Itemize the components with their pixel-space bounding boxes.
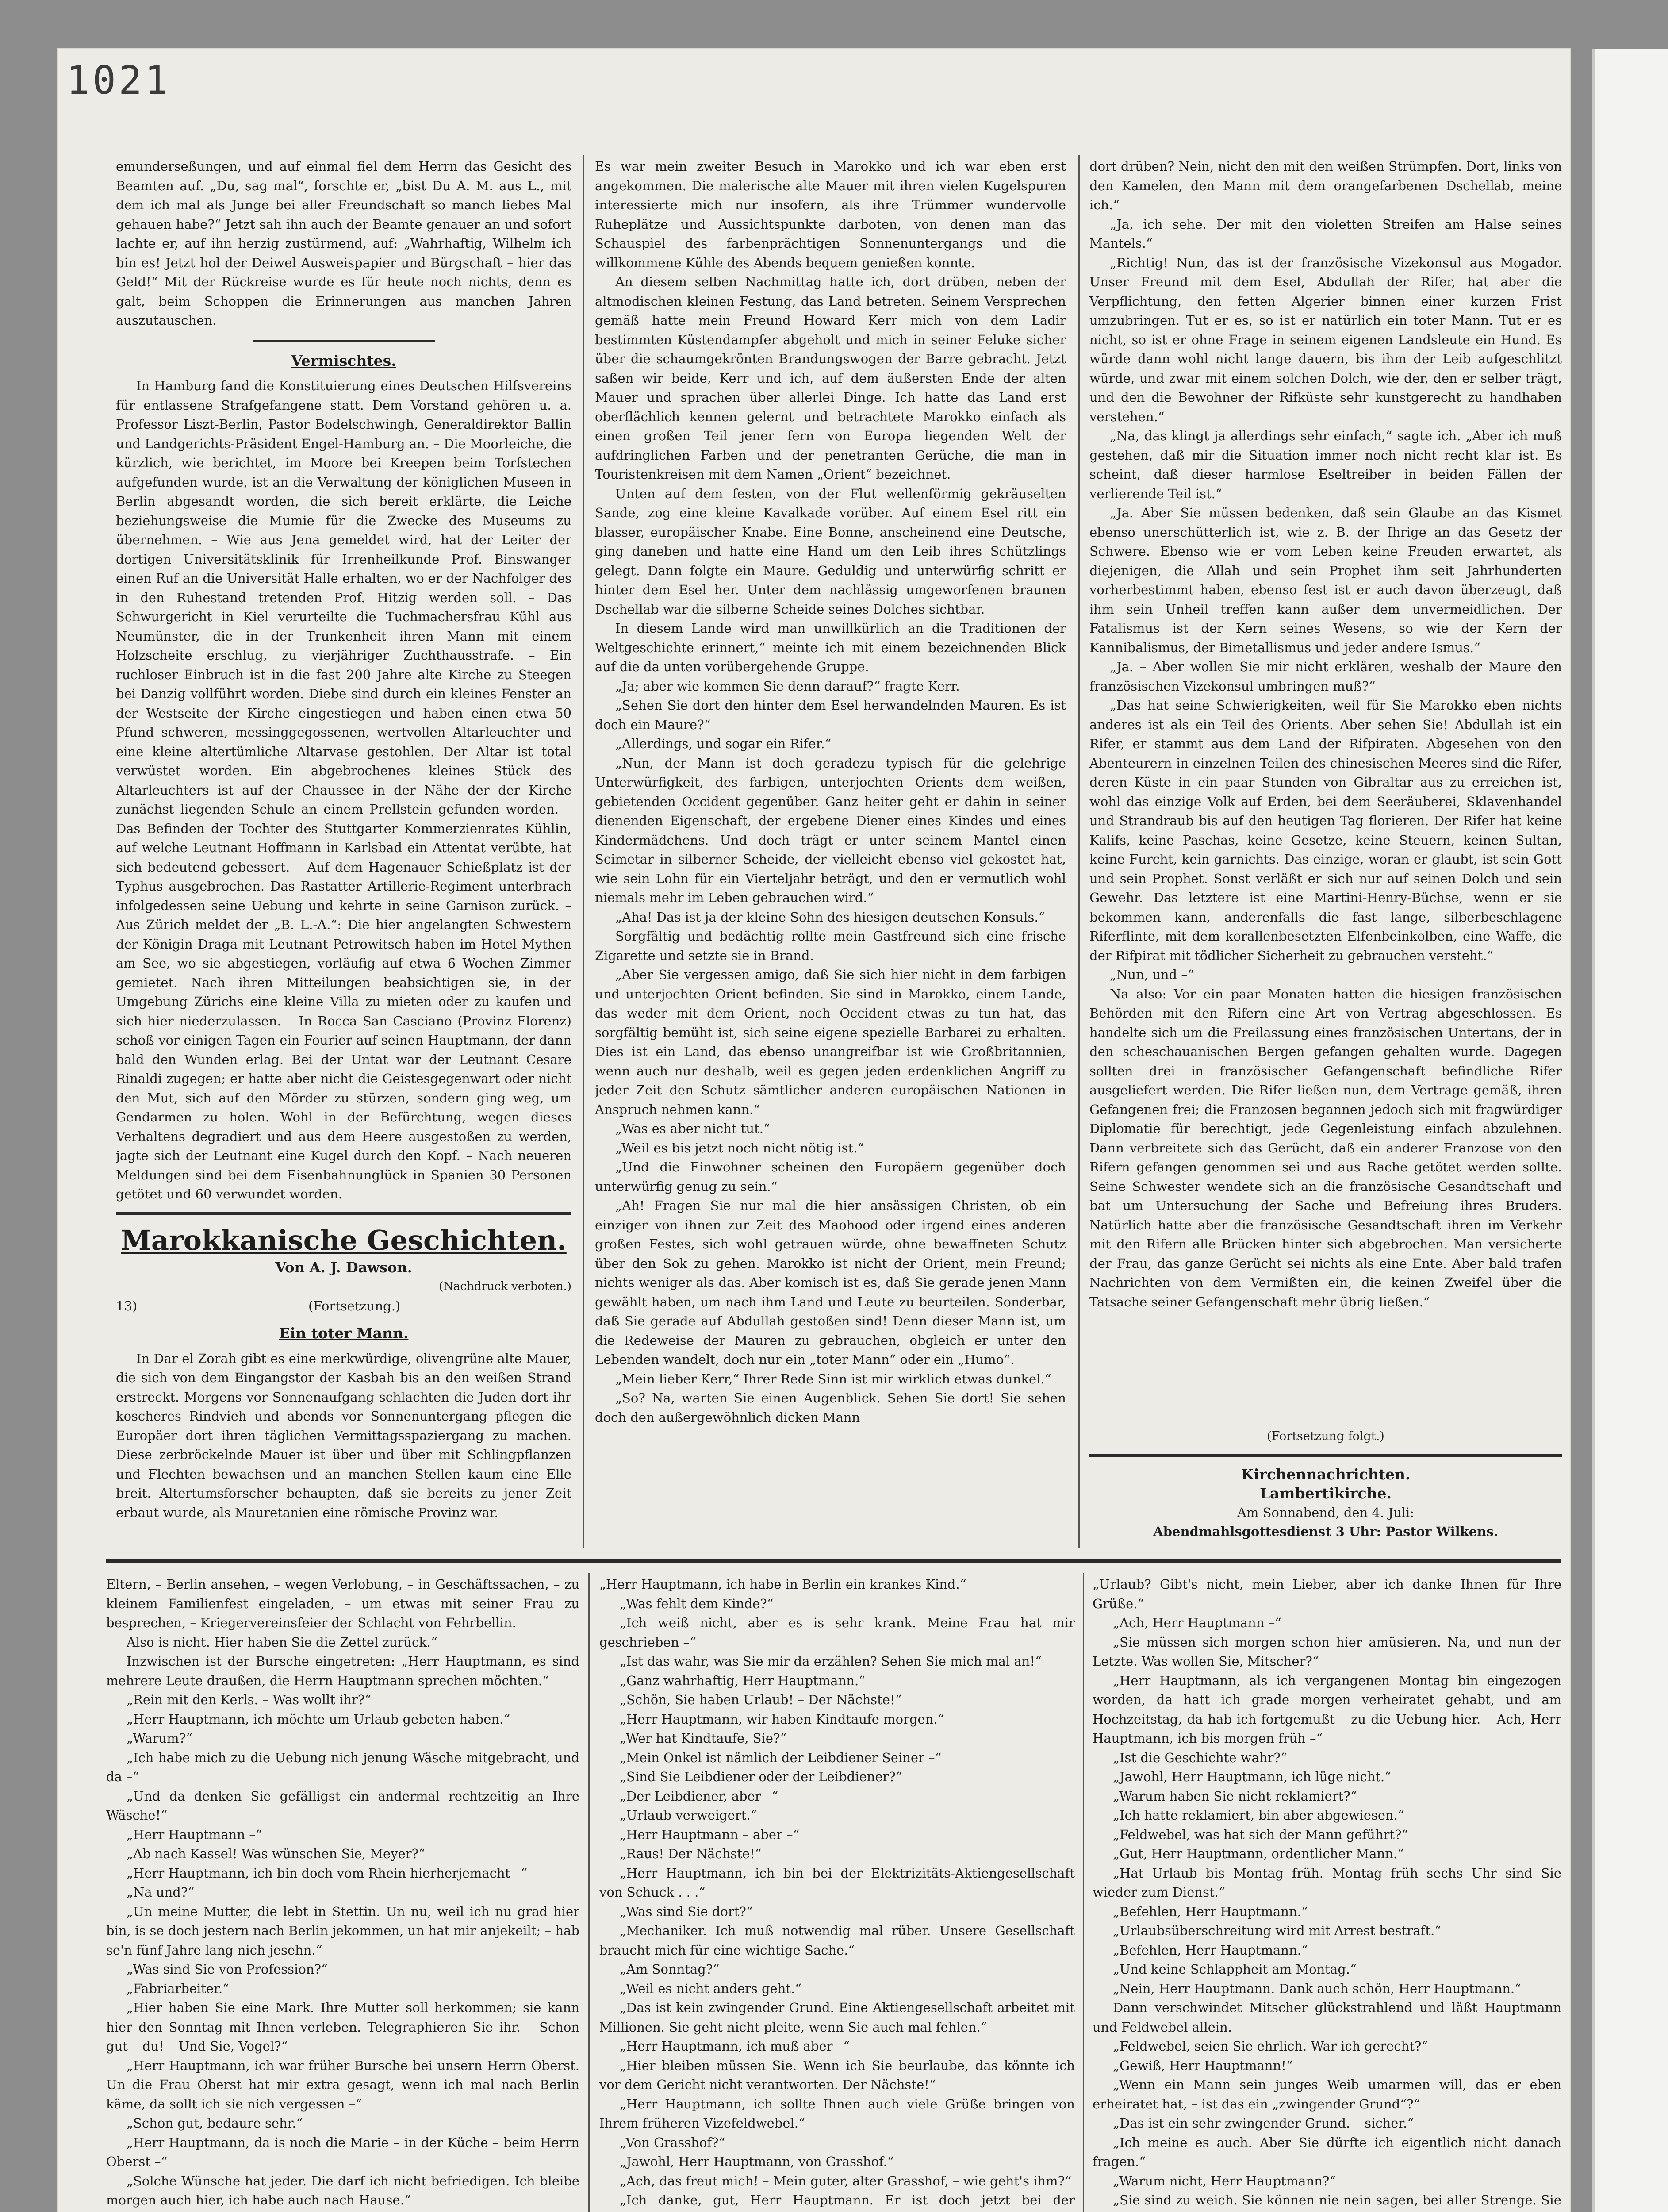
paragraph: Unten auf dem festen, von der Flut wellenförmig gekräuselten Sande, zog eine kleine Kavalkade vorüber. Auf einem Esel ritt ein blasser, europäischer Knabe. Eine Bonne, anscheinend eine Deutsche, ging daneben und hatte eine Hand um den Leib ihres Schützlings gelegt. Dann folgte ein Maure. Geduldig und unterwürfig schritt er hinter dem Esel her. Unter dem nachlässig umgeworfenen braunen Dschellab war die silberne Scheide seines Dolches sichtbar. <box>595 486 1066 617</box>
paragraph: „Mechaniker. Ich muß notwendig mal rüber. Unsere Gesellschaft braucht mich für eine wichtige Sache.“ <box>599 1923 1075 1958</box>
story-author: Von A. J. Dawson. <box>275 1259 412 1276</box>
paragraph: „Gut, Herr Hauptmann, ordentlicher Mann.“ <box>1113 1846 1404 1861</box>
paragraph: In diesem Lande wird man unwillkürlich an die Traditionen der Weltgeschichte erinnert,“ meinte ich mit einem bezeichnenden Blick auf die da unten vorübergehende Gruppe. <box>595 621 1066 674</box>
installment-number: 13) <box>116 1298 138 1313</box>
paragraph: „Befehlen, Herr Hauptmann.“ <box>1113 1942 1308 1958</box>
paragraph: „Weil es nicht anders geht.“ <box>620 1981 802 1996</box>
lower-column-1 <box>106 1575 579 2212</box>
paragraph: „Hier haben Sie eine Mark. Ihre Mutter soll herkommen; sie kann hier den Sonntag mit Ihnen verleben. Telegraphieren Sie ihr. – Schon gut – du! – Und Sie, Vogel?“ <box>106 2000 579 2054</box>
paragraph: „Nein, Herr Hauptmann. Dank auch schön, Herr Hauptmann.“ <box>1113 1981 1521 1996</box>
paragraph: „Ist die Geschichte wahr?“ <box>1113 1750 1287 1765</box>
paragraph: „Urlaub? Gibt's nicht, mein Lieber, aber ich danke Ihnen für Ihre Grüße.“ <box>1093 1577 1561 1611</box>
paragraph: „Ah! Fragen Sie nur mal die hier ansässigen Christen, ob ein einziger von ihnen zur Zeit des Maohood oder irgend eines anderen großen Festes, sich wohl getrauen würde, ohne bewaffneten Schutz über den Sok zu gehen. Marokko ist nicht der Orient, mein Freund; nichts weniger als das. Aber komisch ist es, daß Sie gerade jenen Mann gewählt haben, um nach ihm Land und Leute zu beurteilen. Sonderbar, daß Sie gerade auf Abdullah gestoßen sind! Denn dieser Mann ist, um die Redeweise der Mauren zu gebrauchen, obgleich er unter den Lebenden wandelt, doch nur ein „toter Mann“ oder ein „Humo“. <box>595 1198 1066 1367</box>
column-rule <box>1083 1573 1084 2212</box>
paragraph: „Ach, Herr Hauptmann –“ <box>1113 1615 1281 1630</box>
paragraph: „Herr Hauptmann, ich war früher Bursche bei unsern Herrn Oberst. Un die Frau Oberst hat mir extra gesagt, wenn ich mal nach Berlin käme, da sollt ich sie nich vergessen –“ <box>106 2058 579 2112</box>
lower-column-3 <box>1093 1575 1561 2212</box>
paragraph: „Mein Onkel ist nämlich der Leibdiener Seiner –“ <box>620 1750 942 1765</box>
paragraph: „Feldwebel, was hat sich der Mann geführt?“ <box>1113 1827 1408 1842</box>
chapter-text: In Dar el Zorah gibt es eine merkwürdige, olivengrüne alte Mauer, die sich von dem Eingangstor der Kasbah bis an den weißen Strand erstreckt. Morgens vor Sonnenaufgang schlachten die Juden dort ihr koscheres Rindvieh und abends vor Sonnenuntergang pflegen die Europäer dort ihren täglichen Vermittagsspaziergang zu machen. Diese zerbröckelnde Mauer ist über und über mit Schlingpflanzen und Flechten bewachsen und an manchen Stellen kaum eine Elle breit. Altertumsforscher behaupten, daß sie bereits zu jener Zeit erbaut wurde, als Mauretanien eine römische Provinz war. <box>116 1351 571 1520</box>
paragraph: „So? Na, warten Sie einen Augenblick. Sehen Sie dort! Sie sehen doch den außergewöhnlich dicken Mann <box>595 1390 1066 1425</box>
paragraph: Inzwischen ist der Bursche eingetreten: „Herr Hauptmann, es sind mehrere Leute draußen, die Herrn Hauptmann sprechen möchten.“ <box>106 1654 579 1688</box>
paragraph: „Was sind Sie dort?“ <box>620 1904 753 1919</box>
paragraph: dort drüben? Nein, nicht den mit den weißen Strümpfen. Dort, links von den Kamelen, den Mann mit dem orangefarbenen Dschellab, meine ich.“ <box>1089 159 1562 212</box>
adjacent-page-edge <box>1592 49 1668 2212</box>
paragraph: „Gewiß, Herr Hauptmann!“ <box>1113 2058 1293 2073</box>
church-date: Am Sonnabend, den 4. Juli: <box>1237 1505 1415 1520</box>
paragraph: „Am Sonntag?“ <box>620 1962 720 1977</box>
reprint-note: (Nachdruck verboten.) <box>439 1280 571 1293</box>
paragraph: „Ich danke, gut, Herr Hauptmann. Er ist doch jetzt bei der <box>620 2193 1075 2208</box>
paragraph: An diesem selben Nachmittag hatte ich, dort drüben, neben der altmodischen kleinen Festung, das Land betreten. Seinem Versprechen gemäß hatte mein Freund Howard Kerr mich von dem Ladir bestimmten Küstendampfer abgeholt und mich in seiner Feluke sicher über die schaumgekrönten Brandungswogen der Barre gebracht. Jetzt saßen wir beide, Kerr und ich, auf dem äußersten Ende der alten Mauer und sprachen über allerlei Dinge. Ich hatte das Land erst oberflächlich kennen gelernt und betrachtete Marokko einfach als einen großen Teil jener fern von Europa liegenden Welt der aufdringlichen Farben und der penetranten Gerüche, die man in Touristenkreisen mit dem Namen „Orient“ bezeichnet. <box>595 274 1066 482</box>
misc-heading: Vermischtes. <box>291 352 396 369</box>
upper-column-3 <box>1089 157 1562 1546</box>
paragraph: „Wenn ein Mann sein junges Weib umarmen will, das er eben erheiratet hat, – ist das ein „zwingender Grund“?“ <box>1093 2077 1561 2112</box>
paragraph: „Sie sind zu weich. Sie können nie nein sagen, bei aller Strenge. Sie <box>1113 2193 1561 2208</box>
church-heading: Kirchennachrichten. <box>1241 1465 1411 1483</box>
paragraph: „Aber Sie vergessen amigo, daß Sie sich hier nicht in dem farbigen und unterjochten Orient befinden. Sie sind in Marokko, einem Lande, das weder mit dem Orient, noch Occident etwas zu tun hat, das sorgfältig bemüht ist, sich seine eigene spezielle Barbarei zu erhalten. Dies ist ein Land, das ebenso unangreifbar ist wie Großbritannien, wenn auch nur deshalb, weil es gegen jeden erdenklichen Angriff zu jeder Zeit den Schutz sämtlicher anderen europäischen Nationen in Anspruch nehmen kann.“ <box>595 967 1066 1117</box>
upper-column-1 <box>116 157 571 1533</box>
paragraph: „Von Grasshof?“ <box>620 2135 725 2150</box>
paragraph: Na also: Vor ein paar Monaten hatten die hiesigen französischen Behörden mit den Rifern eine Art von Vertrag abgeschlossen. Es handelte sich um die Freilassung eines französischen Untertans, der in den scheschauanischen Bergen gefangen gehalten wurde. Dagegen sollten drei in französischer Gefangenschaft befindliche Rifer ausgeliefert werden. Die Rifer ließen nun, dem Vertrage gemäß, ihren Gefangenen frei; die Franzosen begannen jedoch sich mit fragwürdiger Diplomatie für berechtigt, jede Gegenleistung einfach abzulehnen. Dann verbreitete sich das Gerücht, daß ein anderer Franzose von den Rifern gefangen genommen sei und aus Rache getötet werden sollte. Seine Schwester wendete sich an die französische Gesandtschaft und bat um Untersuchung der Sache und Befreiung ihres Bruders. Natürlich hatte aber die französische Gesandtschaft ihren im Verkehr mit den Rifern alle Brücken hinter sich abgebrochen. Man versicherte der Frau, das ganze Gerücht sei nichts als eine Ente. Aber bald trafen Nachrichten von dem Vermißten ein, die keinen Zweifel über die Tatsache seiner Gefangenschaft mehr übrig ließen.“ <box>1089 986 1562 1310</box>
continuation-label: (Fortsetzung.) <box>308 1298 401 1313</box>
paragraph: „Un meine Mutter, die lebt in Stettin. Un nu, weil ich nu grad hier bin, is se doch jestern nach Berlin jekommen, un hat mir anjekeilt; – hab se'n fünf Jahre lang nich jesehn.“ <box>106 1904 579 1958</box>
paragraph: „Ja, ich sehe. Der mit den violetten Streifen am Halse seines Mantels.“ <box>1089 216 1562 251</box>
paragraph: „Na, das klingt ja allerdings sehr einfach,“ sagte ich. „Aber ich muß gestehen, daß mir die Situation immer noch nicht recht klar ist. Es scheint, daß dieser harmlose Eseltreiber in beiden Fällen der verlierende Teil ist.“ <box>1089 428 1562 501</box>
paragraph: „Sie müssen sich morgen schon hier amüsieren. Na, und nun der Letzte. Was wollen Sie, Mitscher?“ <box>1093 1634 1561 1669</box>
section-divider <box>253 340 435 342</box>
paragraph: „Herr Hauptmann – aber –“ <box>620 1827 800 1842</box>
paragraph: „Warum haben Sie nicht reklamiert?“ <box>1113 1788 1357 1804</box>
paragraph: „Schön, Sie haben Urlaub! – Der Nächste!“ <box>620 1692 902 1707</box>
paragraph: „Ab nach Kassel! Was wünschen Sie, Meyer?“ <box>127 1846 425 1861</box>
paragraph: „Herr Hauptmann, da is noch die Marie – in der Küche – beim Herrn Oberst –“ <box>106 2135 579 2169</box>
paragraph: „Herr Hauptmann, als ich vergangenen Montag bin eingezogen worden, da hatt ich grade morgen verheiratet gehabt, und am Hochzeitstag, da hab ich fortgemußt – zu die Uebung hier. – Ach, Herr Hauptmann, ich bis morgen früh –“ <box>1093 1673 1561 1746</box>
story-continuation <box>595 157 1066 1427</box>
paragraph: „Schon gut, bedaure sehr.“ <box>127 2116 303 2131</box>
paragraph: „Jawohl, Herr Hauptmann, von Grasshof.“ <box>620 2154 894 2169</box>
column-rule <box>588 1573 590 2212</box>
paragraph: „Nun, und –“ <box>1110 967 1194 982</box>
church-subheading: Lambertikirche. <box>1259 1485 1392 1502</box>
section-divider <box>1089 1454 1562 1457</box>
paragraph: „Herr Hauptmann, ich bin bei der Elektrizitäts-Aktiengesellschaft von Schuck . . .“ <box>599 1865 1075 1900</box>
paragraph: „Das ist ein sehr zwingender Grund. – sicher.“ <box>1113 2116 1414 2131</box>
paragraph: „Herr Hauptmann, wir haben Kindtaufe morgen.“ <box>620 1711 944 1727</box>
lower-column-2 <box>599 1575 1075 2212</box>
story-divider <box>116 1212 571 1215</box>
column-rule <box>1078 155 1080 1548</box>
story-continuation <box>1089 157 1562 1427</box>
paragraph: „Hier bleiben müssen Sie. Wenn ich Sie beurlaube, das könnte ich vor dem Gericht nicht verantworten. Der Nächste!“ <box>599 2058 1075 2092</box>
paragraph: „Feldwebel, seien Sie ehrlich. War ich gerecht?“ <box>1113 2039 1428 2054</box>
chapter-title: Ein toter Mann. <box>279 1325 409 1342</box>
intro-paragraph: emunderseßungen, und auf einmal fiel dem Herrn das Gesicht des Beamten auf. „Du, sag mal“, forschte er, „bist Du A. M. aus L., mit dem ich mal als Junge bei aller Freundschaft so manch liebes Mal gehauen habe?“ Jetzt sah ihn auch der Beamte genauer an und sofort lachte er, auf ihn herzig zustürmend, auf: „Wahrhaftig, Wilhelm ich bin es! Jetzt hol der Deiwel Ausweispapier und Bürgschaft – hier das Geld!“ Mit der Rückreise wurde es für heute noch nichts, denn es galt, beim Schoppen die Erinnerungen aus manchen Jahren auszutauschen. <box>116 159 571 328</box>
upper-column-2 <box>595 157 1066 1546</box>
paragraph: „Aha! Das ist ja der kleine Sohn des hiesigen deutschen Konsuls.“ <box>615 909 1045 925</box>
column-rule <box>583 155 584 1548</box>
paragraph: „Mein lieber Kerr,“ Ihrer Rede Sinn ist mir wirklich etwas dunkel.“ <box>615 1371 1051 1386</box>
feuilleton-text <box>106 1575 579 2212</box>
installment-row <box>116 1297 571 1316</box>
paragraph: „Sehen Sie dort den hinter dem Esel herwandelnden Mauren. Es ist doch ein Maure?“ <box>595 698 1066 732</box>
paragraph: „Nun, der Mann ist doch geradezu typisch für die gelehrige Unterwürfigkeit, des farbigen, unterjochten Orients dem weißen, gebietenden Occident gegenüber. Ganz heiter geht er dahin in seiner dienenden Eigenschaft, der ergebene Diener eines Kindes und eines Kindermädchens. Und doch trägt er unter seinem Mantel einen Scimetar in silberner Scheide, der vielleicht ebenso viel gekostet hat, wie sein Lohn für ein Vierteljahr beträgt, und den er vermutlich wohl niemals mehr im Leben gebrauchen wird.“ <box>595 755 1066 905</box>
church-service: Abendmahlsgottesdienst 3 Uhr: Pastor Wilkens. <box>1153 1524 1498 1539</box>
paragraph: „Befehlen, Herr Hauptmann.“ <box>1113 1904 1308 1919</box>
misc-text: In Hamburg fand die Konstituierung eines Deutschen Hilfsvereins für entlassene Strafgefangene statt. Dem Vorstand gehören u. a. Professor Liszt-Berlin, Pastor Bodelschwingh, Generaldirektor Ballin und Landgerichts-Präsident Engel-Hamburg an. – Die Moorleiche, die kürzlich, wie berichtet, im Moore bei Kreepen beim Torfstechen aufgefunden wurde, ist an die Verwaltung der königlichen Museen in Berlin abgesandt worden, die sich bereit erklärte, die Leiche beziehungsweise die Mumie für die Zwecke des Museums zu übernehmen. – Wie aus Jena gemeldet wird, hat der Leiter der dortigen Universitätsklinik für Irrenheilkunde Prof. Binswanger einen Ruf an die Universität Halle erhalten, wo er der Nachfolger des in den Ruhestand tretenden Prof. Hitzig werden soll. – Das Schwurgericht in Kiel verurteilte die Tuchmachersfrau Kühl aus Neumünster, die in der Trunkenheit ihren Mann mit einem Holzscheite erschlug, zu vierjähriger Zuchthausstrafe. – Ein ruchloser Einbruch ist in die fast 200 Jahre alte Kirche zu Steegen bei Danzig vollführt worden. Diebe sind durch ein kleines Fenster an der Westseite der Kirche eingestiegen und haben einen etwa 50 Pfund schweren, messinggegossenen, wertvollen Altarleuchter und eine kleine altertümliche Altarvase gestohlen. Der Altar ist total verwüstet worden. Ein abgebrochenes kleines Stück des Altarleuchters ist auf der Chaussee in der Nähe der der Kirche zunächst liegenden Schule an einem Prellstein gefunden worden. – Das Befinden der Tochter des Stuttgarter Kommerzienrates Kühlin, auf welche Leutnant Hoffmann in Karlsbad ein Attentat verübte, hat sich bedeutend gebessert. – Auf dem Hagenauer Schießplatz ist der Typhus ausgebrochen. Das Rastatter Artillerie-Regiment unterbrach infolgedessen seine Uebung und kehrte in seine Garnison zurück. – Aus Zürich meldet der „B. L.-A.“: Die hier angelangten Schwestern der Königin Draga mit Leutnant Petrowitsch haben im Hotel Mythen am See, wo sie abgestiegen, vorläufig auf etwa 6 Wochen Zimmer gemietet. Nach ihren Mitteilungen beabsichtigen sie, in der Umgebung Zürichs eine kleine Villa zu mieten oder zu kaufen und sich hier niederzulassen. – In Rocca San Casciano (Provinz Florenz) schoß vor einigen Tagen ein Fourier auf seinen Hauptmann, der dann bald den Wunden erlag. Bei der Untat war der Leutnant Cesare Rinaldi zugegen; er hatte aber nicht die Geistesgegenwart oder nicht den Mut, sich auf den Mörder zu stürzen, sondern ging weg, um Gendarmen zu holen. Wohl in der Befürchtung, wegen dieses Verhaltens degradiert und aus dem Heere ausgestoßen zu werden, jagte sich der Leutnant eine Kugel durch den Kopf. – Nach neueren Meldungen sind bei dem Eisenbahnunglück in Spanien 30 Personen getötet und 60 verwundet worden. <box>116 378 571 1202</box>
paragraph: „Ja. – Aber wollen Sie mir nicht erklären, weshalb der Maure den französischen Vizekonsul umbringen muß?“ <box>1089 659 1562 694</box>
paragraph: Eltern, – Berlin ansehen, – wegen Verlobung, – in Geschäftssachen, – zu kleinem Familienfest eingeladen, – um etwas mit seiner Frau zu besprechen, – Kriegervereinsfeier der Schlacht von Fehrbellin. <box>106 1577 579 1630</box>
paragraph: Sorgfältig und bedächtig rollte mein Gastfreund sich eine frische Zigarette und setzte sie in Brand. <box>595 929 1066 963</box>
paragraph: „Jawohl, Herr Hauptmann, ich lüge nicht.“ <box>1113 1769 1391 1784</box>
paragraph: „Und die Einwohner scheinen den Europäern gegenüber doch unterwürfig genug zu sein.“ <box>595 1160 1066 1194</box>
paragraph: „Urlaubsüberschreitung wird mit Arrest bestraft.“ <box>1113 1923 1441 1938</box>
page-number: 1021 <box>66 58 171 103</box>
paragraph: Also is nicht. Hier haben Sie die Zettel zurück.“ <box>127 1634 437 1650</box>
story-title: Marokkanische Geschichten. <box>121 1224 567 1256</box>
paragraph: „Na und?“ <box>127 1885 195 1900</box>
paragraph: Dann verschwindet Mitscher glückstrahlend und läßt Hauptmann und Feldwebel allein. <box>1093 2000 1561 2035</box>
paragraph: „Ist das wahr, was Sie mir da erzählen? Sehen Sie mich mal an!“ <box>620 1654 1042 1669</box>
paragraph: „Hat Urlaub bis Montag früh. Montag früh sechs Uhr sind Sie wieder zum Dienst.“ <box>1093 1865 1561 1900</box>
paragraph: „Ganz wahrhaftig, Herr Hauptmann.“ <box>620 1673 865 1688</box>
paragraph: „Das hat seine Schwierigkeiten, weil für Sie Marokko eben nichts anderes ist als ein Teil des Orients. Aber sehen Sie! Abdullah ist ein Rifer, er stammt aus dem Land der Rifpiraten. Abgesehen von den Abenteurern in einzelnen Teilen des chinesischen Meeres sind die Rifer, deren Küste in ein paar Stunden von Gibraltar aus zu erreichen ist, wohl das einzige Volk auf Erden, bei dem Seeräuberei, Sklavenhandel und Strandraub bis auf den heutigen Tag florieren. Der Rifer hat keine Kalifs, keine Paschas, keine Gesetze, keine Steuern, keinen Sultan, keine Furcht, kein garnichts. Das einzige, woran er glaubt, ist sein Gott und sein Prophet. Sonst verläßt er sich nur auf seinen Dolch und sein Gewehr. Das letztere ist eine Martini-Henry-Büchse, wenn er sie bekommen kann, anderenfalls die fast lange, silberbeschlagene Riferflinte, mit dem korallenbesetzten Elfenbeinkolben, eine Waffe, die der Rifpirat mit tödlicher Sicherheit zu gebrauchen versteht.“ <box>1089 698 1562 963</box>
paragraph: „Sind Sie Leibdiener oder der Leibdiener?“ <box>620 1769 902 1784</box>
paragraph: „Herr Hauptmann, ich habe in Berlin ein krankes Kind.“ <box>599 1577 966 1592</box>
paragraph: „Warum?“ <box>127 1731 192 1746</box>
to-be-continued: (Fortsetzung folgt.) <box>1267 1429 1384 1443</box>
paragraph: „Rein mit den Kerls. – Was wollt ihr?“ <box>127 1692 372 1707</box>
paragraph: „Was es aber nicht tut.“ <box>615 1121 770 1136</box>
paragraph: „Herr Hauptmann, ich sollte Ihnen auch viele Grüße bringen von Ihrem früheren Vizefeldwebel.“ <box>599 2096 1075 2131</box>
paragraph: „Herr Hauptmann –“ <box>127 1827 262 1842</box>
paragraph: „Der Leibdiener, aber –“ <box>620 1788 778 1804</box>
paragraph: „Ach, das freut mich! – Mein guter, alter Grasshof, – wie geht's ihm?“ <box>620 2173 1072 2189</box>
paragraph: „Und da denken Sie gefälligst ein andermal rechtzeitig an Ihre Wäsche!“ <box>106 1788 579 1823</box>
feuilleton-text <box>1093 1575 1561 2212</box>
paragraph: „Wer hat Kindtaufe, Sie?“ <box>620 1731 787 1746</box>
paragraph: „Solche Wünsche hat jeder. Die darf ich nicht befriedigen. Ich bleibe morgen auch hier, ich habe auch nach Hause.“ <box>106 2173 579 2208</box>
paragraph: „Fabriarbeiter.“ <box>127 1981 229 1996</box>
paragraph: „Herr Hauptmann, ich möchte um Urlaub gebeten haben.“ <box>127 1711 510 1727</box>
paragraph: „Herr Hauptmann, ich bin doch vom Rhein hierherjemacht –“ <box>127 1865 527 1881</box>
paragraph: „Herr Hauptmann, ich muß aber –“ <box>620 2039 850 2054</box>
paragraph: „Ich meine es auch. Aber Sie dürfte ich eigentlich nicht danach fragen.“ <box>1093 2135 1561 2169</box>
paragraph: Es war mein zweiter Besuch in Marokko und ich war eben erst angekommen. Die malerische alte Mauer mit ihren vielen Kugelspuren interessierte mich nur insofern, als ihre Trümmer wundervolle Ruheplätze und Aussichtspunkte darboten, von denen man das Schauspiel des farbenprächtigen Sonnenuntergangs und die willkommene Kühle des Abends bequem genießen konnte. <box>595 159 1066 270</box>
paragraph: „Was fehlt dem Kinde?“ <box>620 1596 774 1611</box>
paragraph: „Ja. Aber Sie müssen bedenken, daß sein Glaube an das Kismet ebenso unerschütterlich ist, wie z. B. der Ihrige an das Gesetz der Schwere. Ebenso wie er vom Leben keine Freuden erwartet, als diejenigen, die Allah und sein Prophet ihm seit Jahrhunderten vorherbestimmt haben, ebenso fest ist er auch davon überzeugt, daß ihm sein Unheil treffen kann außer dem unvermeidlichen. Der Fatalismus ist der Kern seines Wesens, so wie der Kern der Kannibalismus, der Bimetallismus und jeder andere Ismus.“ <box>1089 505 1562 655</box>
paragraph: „Richtig! Nun, das ist der französische Vizekonsul aus Mogador. Unser Freund mit dem Esel, Abdullah der Rifer, hat aber die Verpflichtung, den fetten Algerier binnen einer kurzen Frist umzubringen. Tut er es, so ist er natürlich ein toter Mann. Tut er es nicht, so ist er ohne Frage in seinem eigenen Landsleute ein Hund. Es würde dann wohl nicht lange dauern, bis ihm der Leib aufgeschlitzt würde, und zwar mit einem solchen Dolch, wie der, den er selber trägt, und den die Bewohner der Rifküste sehr kunstgerecht zu handhaben verstehen.“ <box>1089 255 1562 424</box>
paragraph: „Ja; aber wie kommen Sie denn darauf?“ fragte Kerr. <box>615 678 960 694</box>
paragraph: „Ich weiß nicht, aber es is sehr krank. Meine Frau hat mir geschrieben –“ <box>599 1615 1075 1650</box>
feuilleton-text <box>599 1575 1075 2212</box>
paragraph: „Weil es bis jetzt noch nicht nötig ist.“ <box>615 1140 864 1156</box>
paragraph: „Das ist kein zwingender Grund. Eine Aktiengesellschaft arbeitet mit Millionen. Sie geht nicht pleite, wenn Sie auch mal fehlen.“ <box>599 2000 1075 2035</box>
paragraph: „Warum nicht, Herr Hauptmann?“ <box>1113 2173 1336 2189</box>
paragraph: „Ich hatte reklamiert, bin aber abgewiesen.“ <box>1113 1808 1404 1823</box>
paragraph: „Ich habe mich zu die Uebung nich jenung Wäsche mitgebracht, und da –“ <box>106 1750 579 1784</box>
paragraph: „Urlaub verweigert.“ <box>620 1808 757 1823</box>
section-rule <box>106 1559 1561 1563</box>
paragraph: „Allerdings, und sogar ein Rifer.“ <box>615 736 832 751</box>
paragraph: „Und keine Schlappheit am Montag.“ <box>1113 1962 1357 1977</box>
paragraph: „Was sind Sie von Profession?“ <box>127 1962 328 1977</box>
paragraph: „Raus! Der Nächste!“ <box>620 1846 762 1861</box>
